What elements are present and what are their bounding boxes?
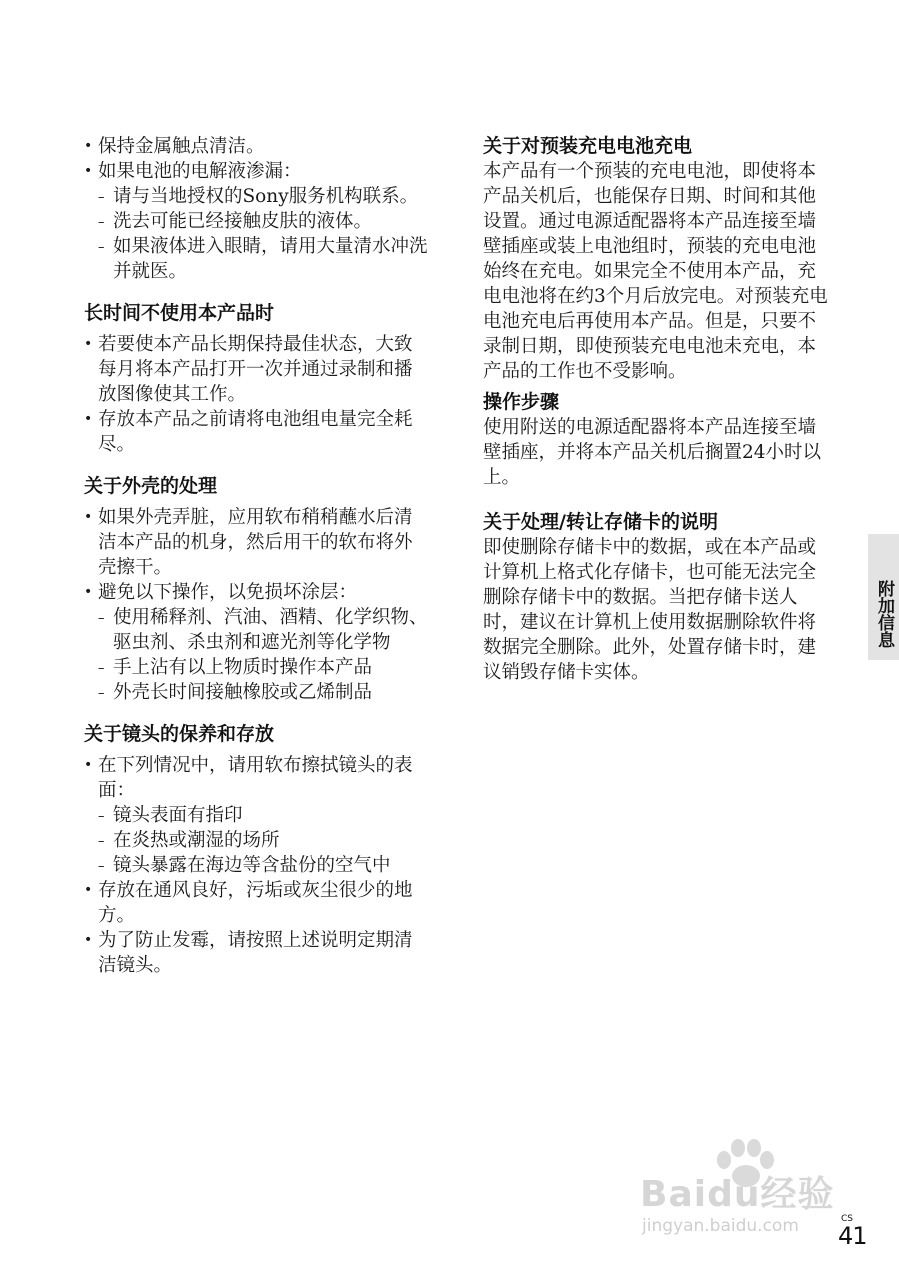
list-item: • 避免以下操作，以免损坏涂层： — [84, 580, 430, 605]
casing-list — [84, 505, 430, 705]
list-subitem: – 外壳长时间接触橡胶或乙烯制品 — [84, 680, 430, 705]
list-subitem: – 洗去可能已经接触皮肤的液体。 — [84, 209, 430, 234]
section-heading-long-unused: 长时间不使用本产品时 — [84, 302, 275, 324]
side-tab-label: 附加信息 — [874, 580, 894, 648]
page-number: 41 — [838, 1222, 867, 1250]
section-heading-battery: 关于对预装充电电池充电 — [483, 135, 693, 157]
watermark-url: jingyan.baidu.com — [642, 1216, 799, 1236]
long-unused-list — [84, 332, 430, 457]
list-item: • 如果外壳弄脏，应用软布稍稍蘸水后清洁本产品的机身，然后用干的软布将外壳擦干。 — [84, 505, 430, 580]
left-column — [84, 134, 430, 978]
list-subitem: – 使用稀释剂、汽油、酒精、化学织物、驱虫剂、杀虫剂和遮光剂等化学物 — [84, 605, 430, 655]
section-heading-lens: 关于镜头的保养和存放 — [84, 723, 275, 745]
lens-list — [84, 753, 430, 978]
list-item: • 存放在通风良好，污垢或灰尘很少的地方。 — [84, 878, 430, 928]
side-tab — [868, 534, 899, 660]
list-subitem: – 如果液体进入眼睛，请用大量清水冲洗并就医。 — [84, 234, 430, 284]
list-subitem: – 请与当地授权的Sony服务机构联系。 — [84, 184, 430, 209]
language-code: CS — [841, 1214, 853, 1224]
list-item: • 为了防止发霉，请按照上述说明定期清洁镜头。 — [84, 928, 430, 978]
steps-paragraph: 使用附送的电源适配器将本产品连接至墙壁插座，并将本产品关机后搁置24小时以上。 — [483, 417, 822, 488]
list-item: • 如果电池的电解液渗漏： — [84, 159, 430, 184]
list-subitem: – 镜头暴露在海边等含盐份的空气中 — [84, 853, 430, 878]
list-item: • 在下列情况中，请用软布擦拭镜头的表面： — [84, 753, 430, 803]
list-item: • 若要使本产品长期保持最佳状态，大致每月将本产品打开一次并通过录制和播放图像使其工作。 — [84, 332, 430, 407]
section-heading-memory-card: 关于处理/转让存储卡的说明 — [483, 511, 718, 533]
list-item: • 保持金属触点清洁。 — [84, 134, 430, 159]
list-subitem: – 在炎热或潮湿的场所 — [84, 828, 430, 853]
right-column — [483, 134, 828, 685]
list-subitem: – 手上沾有以上物质时操作本产品 — [84, 655, 430, 680]
memory-card-paragraph: 即使删除存储卡中的数据，或在本产品或计算机上格式化存储卡，也可能无法完全删除存储卡中的数据。当把存储卡送人时，建议在计算机上使用数据删除软件将数据完全删除。此外，处置存储卡时，建议销毁存储卡实体。 — [483, 537, 817, 683]
intro-list — [84, 134, 430, 284]
section-heading-casing: 关于外壳的处理 — [84, 475, 218, 497]
list-subitem: – 镜头表面有指印 — [84, 803, 430, 828]
battery-paragraph: 本产品有一个预装的充电电池，即使将本产品关机后，也能保存日期、时间和其他设置。通过电源适配器将本产品连接至墙壁插座或装上电池组时，预装的充电电池始终在充电。如果完全不使用本产品，充电电池将在约3个月后放完电。对预装充电电池充电后再使用本产品。但是，只要不录制日期，即使预装充电电池未充电，本产品的工作也不受影响。 — [483, 161, 828, 382]
watermark-logo: Baidu经验 — [640, 1174, 835, 1215]
list-item: • 存放本产品之前请将电池组电量完全耗尽。 — [84, 407, 430, 457]
section-heading-steps: 操作步骤 — [483, 391, 560, 413]
watermark — [640, 1138, 835, 1238]
